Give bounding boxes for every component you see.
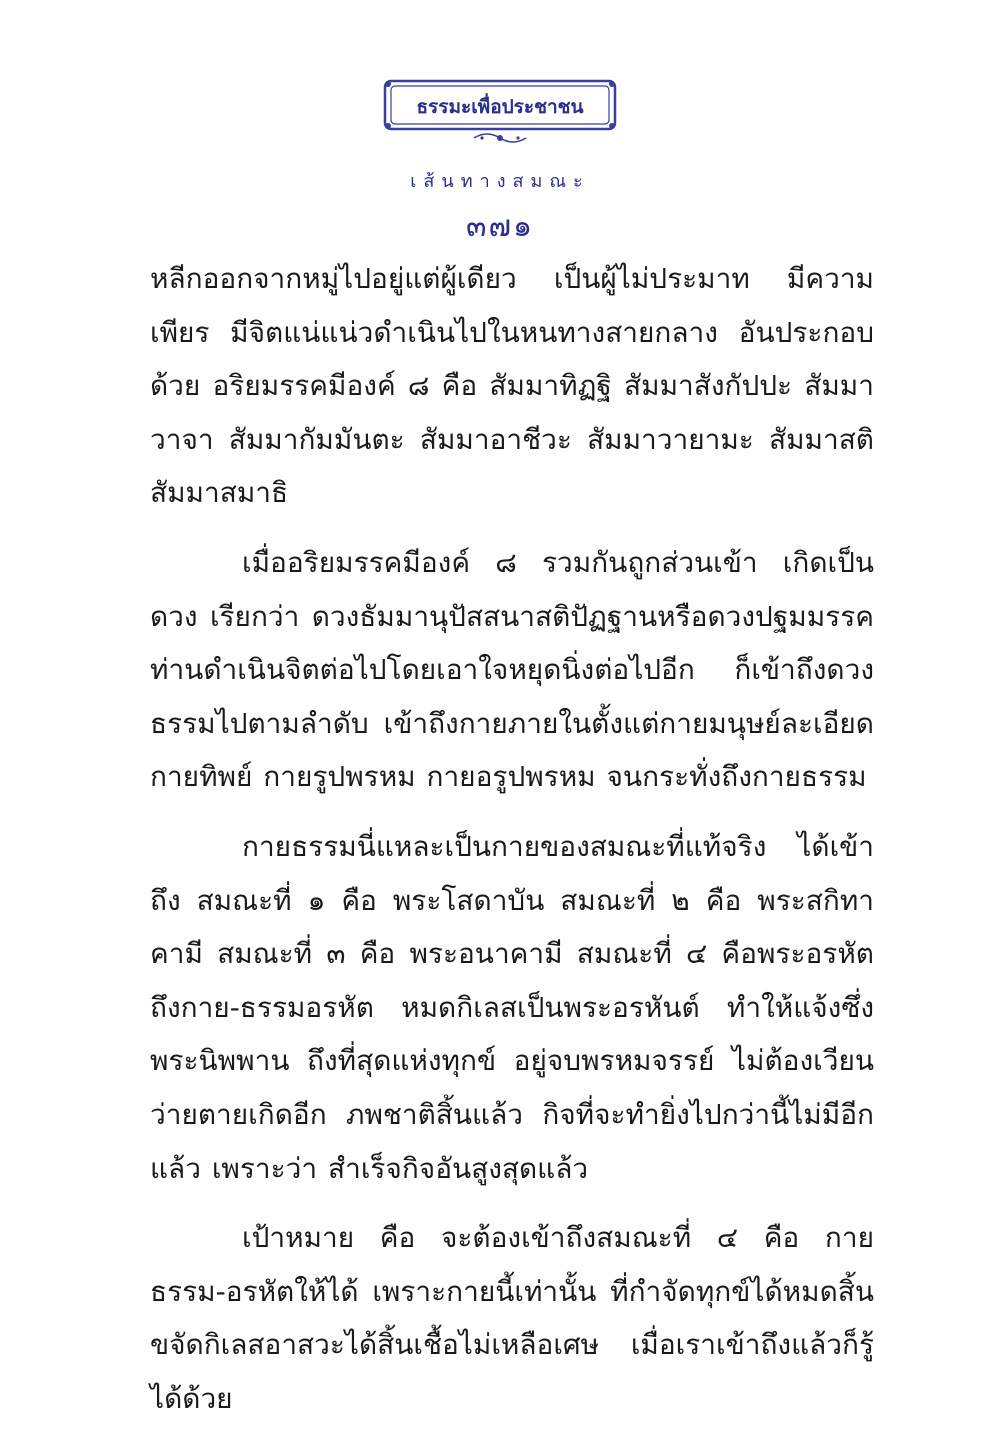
logo-text: ธรรมะเพื่อประชาชน [416, 96, 584, 118]
body-text [150, 252, 874, 1441]
logo-frame-icon [382, 78, 618, 148]
paragraph: เมื่ออริยมรรคมีองค์ ๘ รวมกันถูกส่วนเข้า เกิดเป็นดวง เรียกว่า ดวงธัมมานุปัสสนาสติปัฏฐานหรือดวงปฐมมรรค ท่านดำเนินจิตต่อไปโดยเอาใจหยุดนิ่งต่อไปอีก ก็เข้าถึงดวงธรรมไปตามลำดับ เข้าถึงกายภายในตั้งแต่กายมนุษย์ละเอียด กายทิพย์ กายรูปพรหม กายอรูปพรหม จนกระทั่งถึงกายธรรม [150, 545, 874, 794]
paragraph: หลีกออกจากหมู่ไปอยู่แต่ผู้เดียว เป็นผู้ไม่ประมาท มีความเพียร มีจิตแน่แน่วดำเนินไปในหนทางสายกลาง อันประกอบด้วย อริยมรรคมีองค์ ๘ คือ สัมมาทิฏฐิ สัมมาสังกัปปะ สัมมาวาจา สัมมากัมมันตะ สัมมาอาชีวะ สัมมาวายามะ สัมมาสติ สัมมาสมาธิ [150, 262, 874, 510]
page-header [0, 78, 1000, 250]
chapter-subtitle: เส้นทางสมณะ [410, 171, 590, 192]
page-number: ๓๗๑ [465, 209, 535, 244]
paragraph: กายธรรมนี่แหละเป็นกายของสมณะที่แท้จริง ได้เข้าถึง สมณะที่ ๑ คือ พระโสดาบัน สมณะที่ ๒ คือ พระสกิทาคามี สมณะที่ ๓ คือ พระอนาคามี สมณะที่ ๔ คือพระอรหัต ถึงกาย-ธรรมอรหัต หมดกิเลสเป็นพระอรหันต์ ทำให้แจ้งซึ่งพระนิพพาน ถึงที่สุดแห่งทุกข์ อยู่จบพรหมจรรย์ ไม่ต้องเวียนว่ายตายเกิดอีก ภพชาติสิ้นแล้ว กิจที่จะทำยิ่งไปกว่านี้ไม่มีอีกแล้ว เพราะว่า สำเร็จกิจอันสูงสุดแล้ว [150, 829, 874, 1185]
dhamma-logo [382, 78, 618, 148]
paragraph: เป้าหมาย คือ จะต้องเข้าถึงสมณะที่ ๔ คือ กายธรรม-อรหัตให้ได้ เพราะกายนี้เท่านั้น ที่กำจัดทุกข์ได้หมดสิ้น ขจัดกิเลสอาสวะได้สิ้นเชื้อไม่เหลือเศษ เมื่อเราเข้าถึงแล้วก็รู้ได้ด้วย [150, 1221, 874, 1415]
